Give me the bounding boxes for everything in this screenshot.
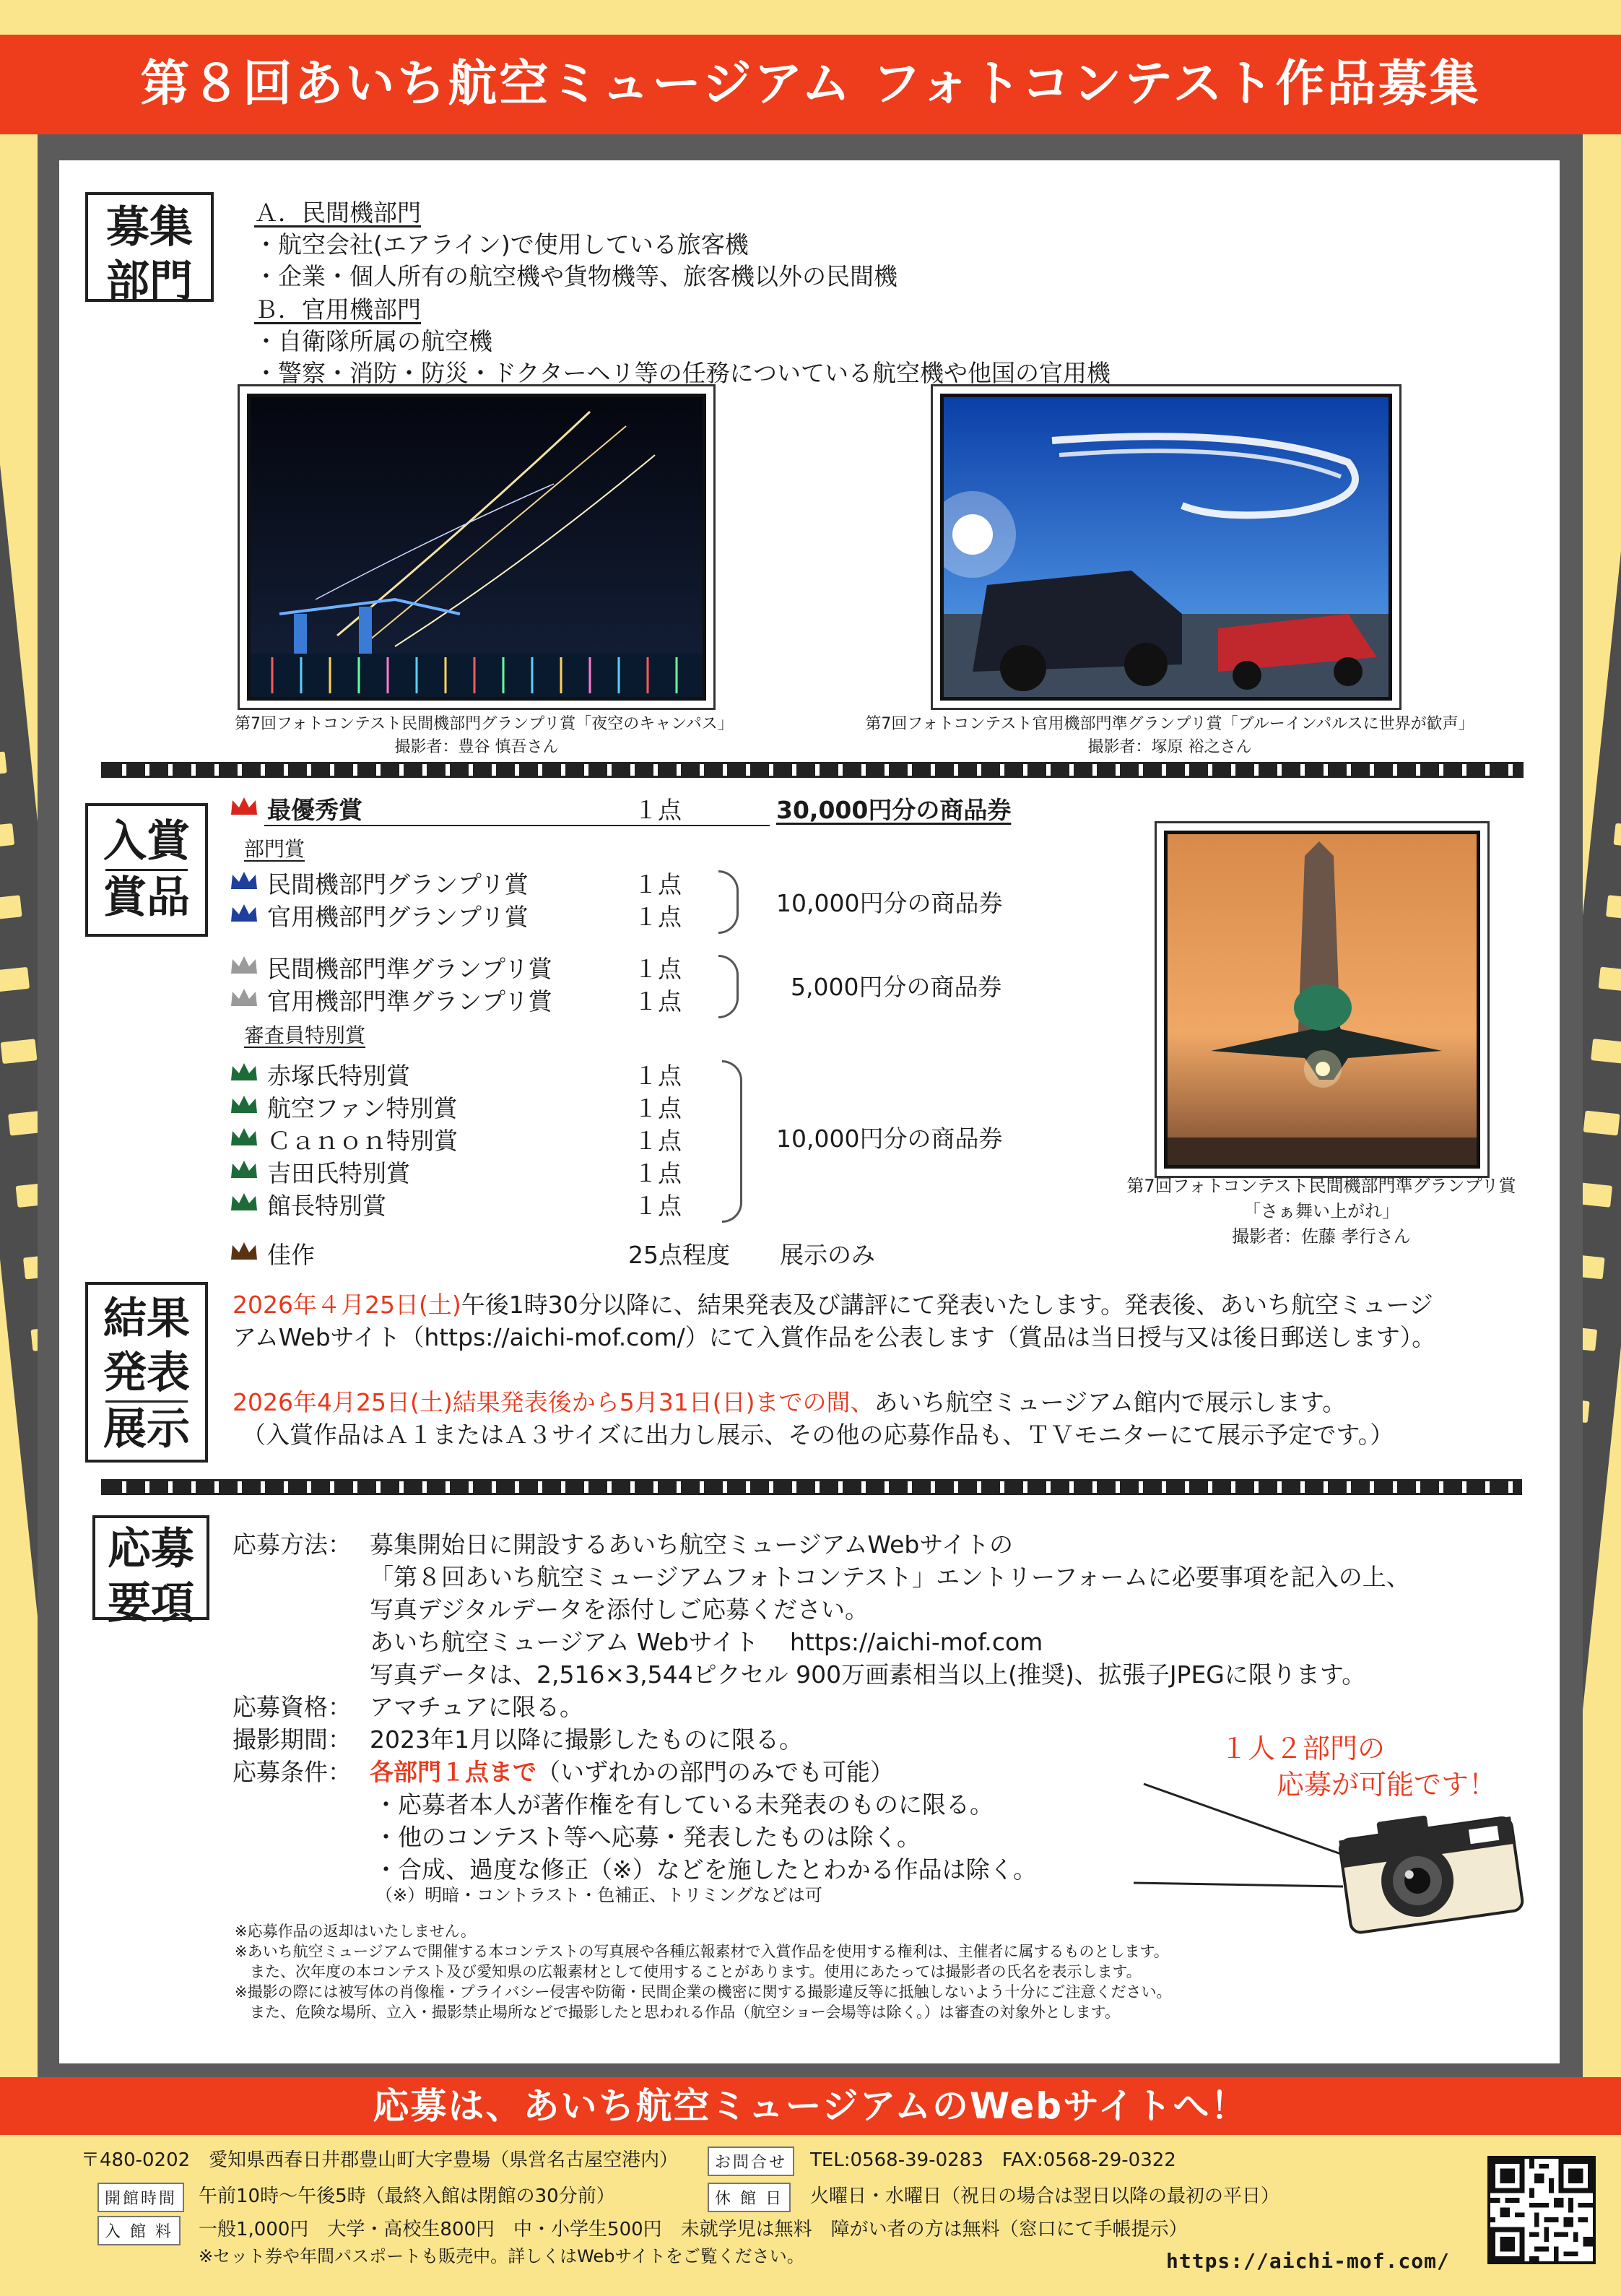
caption-line: 第7回フォトコンテスト民間機部門準グランプリ賞 [1126,1176,1516,1196]
award-top-prize: 30,000円分の商品券 [776,796,1012,824]
category-a-item: ・航空会社(エアライン)で使用している旅客機 [254,230,749,259]
cond-note: （※）明暗・コントラスト・色補正、トリミングなどは可 [375,1885,822,1905]
award-name: 吉田氏特別賞 [267,1159,410,1187]
tag-line: 部門 [106,256,193,307]
cond-item: ・合成、過度な修正（※）などを施したとわかる作品は除く。 [374,1855,1037,1884]
footer-hours: 午前10時～午後5時（最終入館は閉館の30分前） [199,2185,615,2207]
award-count: １点 [634,870,682,898]
tag-line: 賞品 [103,872,190,923]
award-name: 赤塚氏特別賞 [267,1062,410,1090]
footer-fee-label: 入 館 料 [97,2216,181,2245]
tag-line: 入賞 [103,816,190,867]
crown-blue-icon [230,903,258,924]
award-top-name: 最優秀賞 [267,796,362,824]
crown-green-icon [230,1062,258,1083]
award-name: 官用機部門準グランプリ賞 [267,987,552,1015]
award-prize: 10,000円分の商品券 [776,889,1003,917]
cond-highlight: 各部門１点まで [370,1758,536,1786]
photo-sunset-plane [1164,831,1480,1169]
footer-fee-note: ※セット券や年間パスポートも販売中。詳しくはWebサイトをご覧ください。 [199,2246,804,2266]
cond-label: 応募条件： [232,1758,352,1786]
category-b-item: ・警察・消防・防災・ドクターヘリ等の任務についている航空機や他国の官用機 [254,359,1111,387]
footer-contact-label: お問合せ [708,2146,794,2176]
method-line: 写真データは、2,516×3,544ピクセル 900万画素相当以上(推奨)、拡張子JPEGに限ります。 [370,1660,1366,1689]
section-tag-entry [92,1515,209,1629]
film-divider [101,1479,1522,1495]
note-line: ※応募作品の返却はいたしません。 [235,1923,476,1940]
caption-line: 第7回フォトコンテスト民間機部門グランプリ賞「夜空のキャンパス」 [235,715,734,733]
caption-line: 撮影者：豊谷 慎吾さん [394,737,559,756]
entry-banner[interactable]: 応募は、あいち航空ミュージアムのWebサイトへ！ [0,2077,1621,2135]
cond-line [370,1760,894,1784]
tag-line: 展示 [103,1404,190,1455]
award-top-underline [264,825,770,826]
results-line-4: （入賞作品はＡ１またはＡ３サイズに出力し展示、その他の応募作品も、ＴＶモニターにて展示予定です。） [242,1421,1394,1449]
crown-brown-icon [230,1241,258,1262]
results-line-3 [232,1390,1346,1414]
photo-caption [1105,1174,1538,1249]
footer-closed-label: 休 館 日 [708,2183,791,2212]
award-count: １点 [634,1127,682,1155]
award-name: Ｃａｎｏｎ特別賞 [267,1127,458,1155]
award-prize: 展示のみ [780,1241,875,1269]
results-date: 2026年４月25日(土) [232,1291,461,1319]
callout-line: １人２部門の [1220,1733,1386,1764]
note-line: ※撮影の際には被写体の肖像権・プライバシー侵害や防衛・民間企業の機密に関する撮影違反等に抵触しないよう十分にご注意ください。 [235,1983,1172,2001]
award-name: 佳作 [267,1241,315,1269]
award-count: １点 [634,955,682,983]
cond-item: ・応募者本人が著作権を有している未発表のものに限る。 [374,1790,994,1819]
crown-gray-icon [230,955,258,976]
cond-item: ・他のコンテスト等へ応募・発表したものは除く。 [374,1823,921,1851]
tag-line: 要項 [108,1578,194,1629]
crown-red-icon [230,796,258,818]
results-text: 午後1時30分以降に、結果発表及び講評にて発表いたします。発表後、あいち航空ミュージ [461,1291,1433,1319]
brace [722,1060,742,1223]
period-label: 撮影期間： [232,1725,352,1754]
results-line-1 [232,1293,1433,1317]
qr-code[interactable] [1487,2156,1596,2264]
crown-blue-icon [230,870,258,892]
award-count: １点 [634,903,682,931]
shinsa-label: 審査員特別賞 [244,1023,366,1047]
method-line: 募集開始日に開設するあいち航空ミュージアムWebサイトの [370,1530,1014,1559]
crown-green-icon [230,1094,258,1116]
crown-green-icon [230,1127,258,1148]
results-text: あいち航空ミュージアム館内で展示します。 [874,1388,1347,1416]
award-name: 官用機部門グランプリ賞 [267,903,529,931]
award-count: １点 [634,1192,682,1220]
note-line: また、危険な場所、立入・撮影禁止場所などで撮影したと思われる作品（航空ショー会場等は除く。）は審査の対象外とします。 [235,2003,1120,2021]
photo-caption [859,713,1480,759]
cond-text: （いずれかの部門のみでも可能） [536,1758,894,1786]
crown-green-icon [230,1159,258,1181]
footer-hours-label: 開館時間 [97,2183,184,2212]
tag-line: 応募 [108,1524,194,1574]
crown-green-icon [230,1192,258,1213]
results-line-2: アムWebサイト（https://aichi-mof.com/）にて入賞作品を公表します（賞品は当日授与又は後日郵送します）。 [232,1323,1436,1351]
method-line: 写真デジタルデータを添付しご応募ください。 [370,1595,869,1624]
award-count: １点 [634,1094,682,1122]
caption-line: 「さぁ舞い上がれ」 [1243,1200,1399,1221]
award-name: 航空ファン特別賞 [267,1094,458,1122]
footer-fee: 一般1,000円 大学・高校生800円 中・小学生500円 未就学児は無料 障がい者の方は無料（窓口にて手帳提示） [199,2219,1188,2240]
section-tag-awards [85,803,208,937]
footer-address: 〒480-0202 愛知県西春日井郡豊山町大字豊場（県営名古屋空港内） [81,2149,679,2171]
method-label: 応募方法： [232,1530,352,1559]
callout-line: 応募が可能です！ [1277,1769,1497,1801]
award-name: 館長特別賞 [267,1192,386,1220]
category-a-title: Ａ．民間機部門 [254,199,421,227]
footer-contact: TEL:0568-39-0283 FAX:0568-29-0322 [810,2149,1176,2171]
qual-value: アマチュアに限る。 [370,1693,584,1721]
method-line: 「第８回あいち航空ミュージアムフォトコンテスト」エントリーフォームに必要事項を記入の上、 [370,1563,1410,1591]
section-tag-categories [85,192,214,307]
note-line: ※あいち航空ミュージアムで開催する本コンテストの写真展や各種広報素材で入賞作品を使用する権利は、主催者に属するものとします。 [235,1943,1169,1960]
note-line: また、次年度の本コンテスト及び愛知県の広報素材として使用することがあります。使用にあたっては撮影者の氏名を表示します。 [235,1963,1142,1980]
category-b-item: ・自衛隊所属の航空機 [254,327,492,355]
tag-line: 結果 [103,1294,190,1344]
caption-line: 撮影者：塚原 裕之さん [1087,737,1252,756]
award-name: 民間機部門グランプリ賞 [267,870,529,898]
award-count: １点 [634,987,682,1015]
notes [235,1921,1172,2022]
award-count: １点 [634,1159,682,1187]
tag-line: 募集 [106,202,193,253]
bumon-label: 部門賞 [244,837,305,861]
award-prize: 10,000円分の商品券 [776,1125,1003,1153]
award-count: １点 [634,1062,682,1090]
crown-gray-icon [230,987,258,1009]
category-a-item: ・企業・個人所有の航空機や貨物機等、旅客機以外の民間機 [254,262,898,290]
caption-line: 第7回フォトコンテスト官用機部門準グランプリ賞「ブルーインパルスに世界が歓声」 [865,715,1474,733]
footer-url[interactable]: https://aichi-mof.com/ [1166,2249,1450,2273]
category-b-title: Ｂ．官用機部門 [254,295,421,324]
exhibit-period: 2026年4月25日(土)結果発表後から5月31日(日)までの間、 [232,1388,874,1416]
award-prize: 5,000円分の商品券 [791,973,1002,1001]
qual-label: 応募資格： [232,1693,352,1721]
photo-caption [235,713,734,759]
photo-night-bridge [247,394,706,701]
photo-blue-impulse [940,394,1392,701]
award-name: 民間機部門準グランプリ賞 [267,955,552,983]
method-line: あいち航空ミュージアム Webサイト https://aichi-mof.com [370,1628,1043,1656]
award-top-count: １点 [634,796,682,824]
tag-line: 発表 [103,1348,190,1398]
period-value: 2023年1月以降に撮影したものに限る。 [370,1725,803,1754]
film-divider [101,762,1524,778]
award-count: 25点程度 [628,1241,730,1269]
caption-line: 撮影者：佐藤 孝行さん [1232,1226,1411,1247]
section-tag-results [85,1282,208,1463]
footer-closed: 火曜日・水曜日（祝日の場合は翌日以降の最初の平日） [810,2185,1280,2207]
page-title: 第８回あいち航空ミュージアム フォトコンテスト作品募集 [0,35,1621,134]
camera-icon [1134,1769,1581,1936]
